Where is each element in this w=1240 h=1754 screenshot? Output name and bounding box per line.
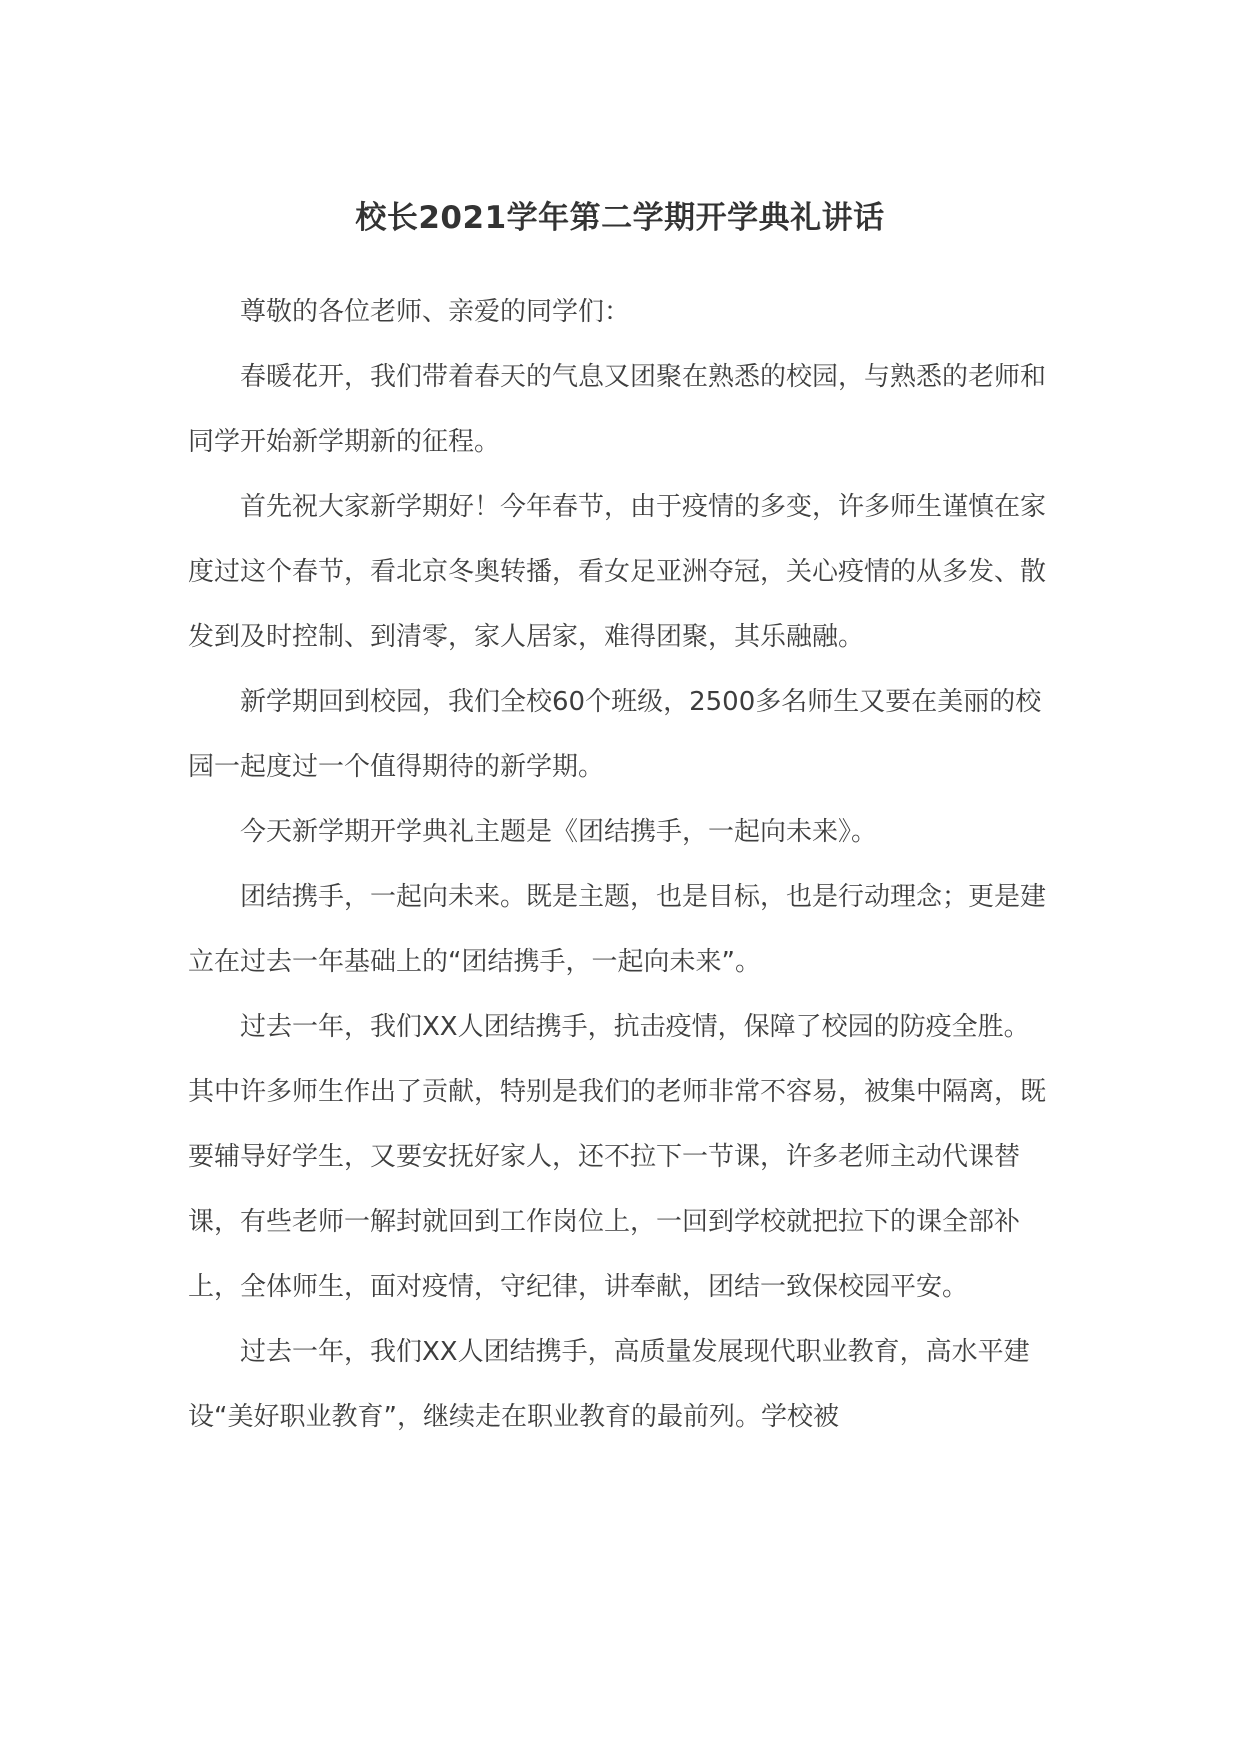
paragraph: 今天新学期开学典礼主题是《团结携手，一起向未来》。 bbox=[240, 817, 878, 847]
paragraph: 过去一年，我们XX人团结携手，抗击疫情，保障了校园的防疫全胜。其中许多师生作出了贡献，特别是我们的老师非常不容易，被集中隔离，既要辅导好学生，又要安抚好家人，还不拉下一节课，许多老师主动代课替课，有些老师一解封就回到工作岗位上，一回到学校就把拉下的课全部补上，全体师生，面对疫情，守纪律，讲奉献，团结一致保校园平安。 bbox=[188, 1012, 1047, 1302]
paragraph: 过去一年，我们XX人团结携手，高质量发展现代职业教育，高水平建设“美好职业教育”，继续走在职业教育的最前列。学校被 bbox=[188, 1337, 1030, 1432]
paragraph: 团结携手，一起向未来。既是主题，也是目标，也是行动理念；更是建立在过去一年基础上的“团结携手，一起向未来”。 bbox=[188, 882, 1047, 977]
paragraph-salutation: 尊敬的各位老师、亲爱的同学们： bbox=[240, 297, 631, 327]
paragraph: 春暖花开，我们带着春天的气息又团聚在熟悉的校园，与熟悉的老师和同学开始新学期新的征程。 bbox=[188, 362, 1047, 457]
paragraph: 首先祝大家新学期好！今年春节，由于疫情的多变，许多师生谨慎在家度过这个春节，看北京冬奥转播，看女足亚洲夺冠，关心疫情的从多发、散发到及时控制、到清零，家人居家，难得团聚，其乐融融。 bbox=[188, 492, 1047, 652]
paragraph: 新学期回到校园，我们全校60个班级，2500多名师生又要在美丽的校园一起度过一个值得期待的新学期。 bbox=[188, 687, 1042, 782]
document-body bbox=[188, 280, 1053, 1450]
document-title: 校长2021学年第二学期开学典礼讲话 bbox=[355, 200, 885, 236]
